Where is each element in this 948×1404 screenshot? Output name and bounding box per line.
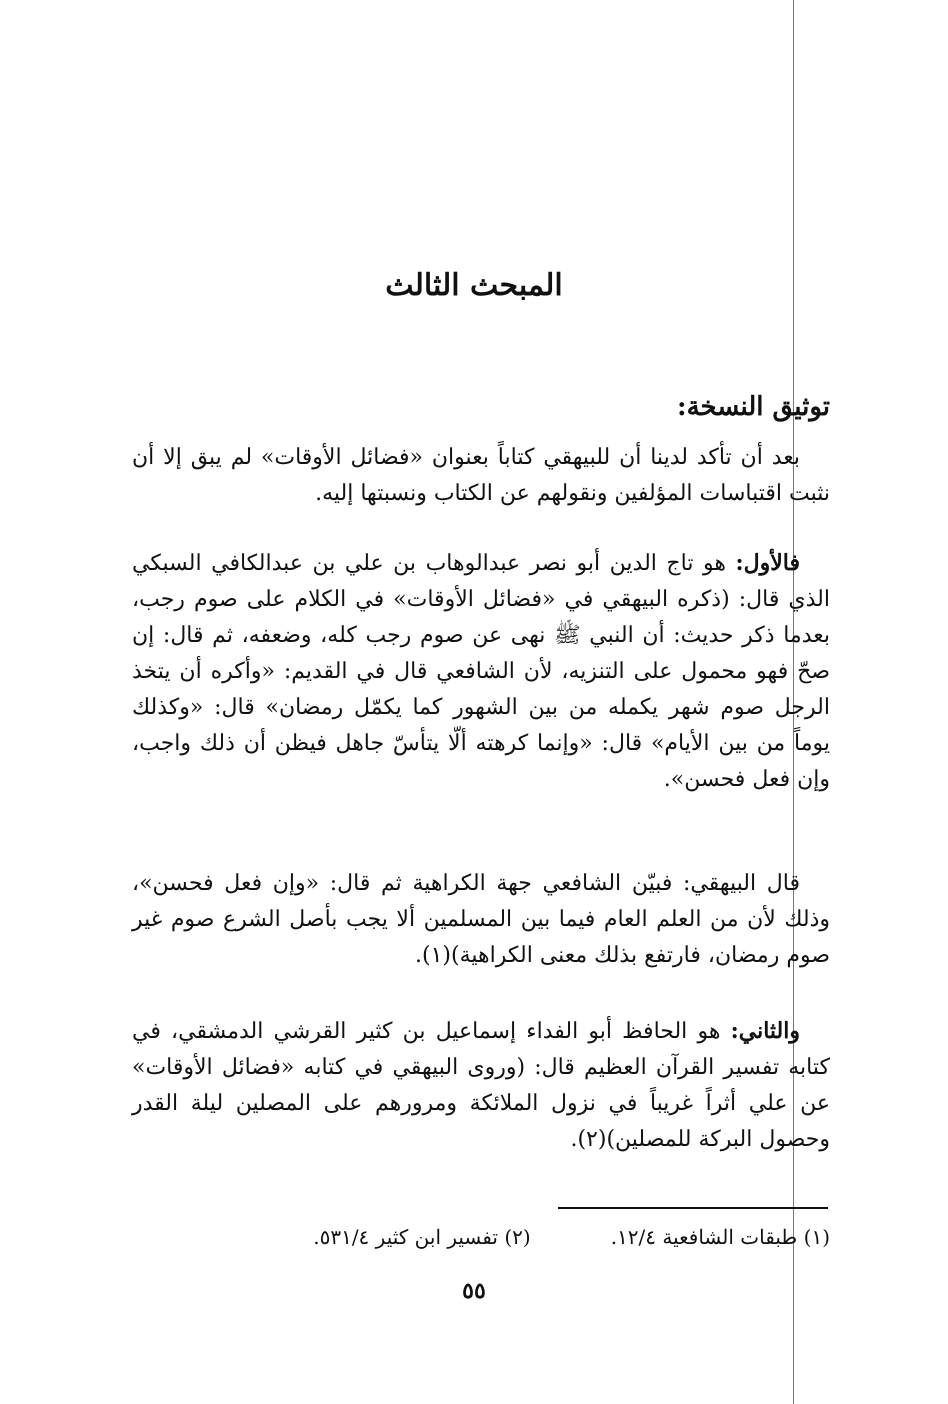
chapter-heading: المبحث الثالث — [385, 268, 563, 303]
second-body: هو الحافظ أبو الفداء إسماعيل بن كثير القرشي الدمشقي، في كتابه تفسير القرآن العظيم قال: (وروى البيهقي في كتابه «فضائل الأوقات» عن علي أثراً غريباً في نزول الملائكة ومرورهم على المصلين ليلة القدر وحصول البركة للمصلين)(٢). — [132, 1019, 830, 1152]
second-paragraph-text — [132, 1013, 830, 1158]
first-body: هو تاج الدين أبو نصر عبدالوهاب بن علي بن عبدالكافي السبكي الذي قال: (ذكره البيهقي في «فضائل الأوقات» في الكلام على صوم رجب، بعدما ذكر حديث: أن النبي ﷺ نهى عن صوم رجب كله، وضعفه، ثم قال: إن صحّ فهو محمول على التنزيه، لأن الشافعي قال في القديم: «وأكره أن يتخذ الرجل صوم شهر يكمله من بين الشهور كما يكمّل رمضان» قال: «وكذلك يوماً من بين الأيام» قال: «وإنما كرهته ألّا يتأسّ جاهل فيظن أن ذلك واجب، وإن فعل فحسن». — [132, 551, 830, 792]
second-lead: والثاني: — [730, 1018, 800, 1044]
paragraph-third — [132, 866, 830, 974]
footnotes — [132, 1225, 830, 1249]
footnote-2: (٢) تفسير ابن كثير ٥٣١/٤. — [313, 1225, 531, 1249]
paragraph-second — [132, 1013, 830, 1158]
page-number: ٥٥ — [462, 1278, 486, 1304]
intro-text: بعد أن تأكد لدينا أن للبيهقي كتاباً بعنوان «فضائل الأوقات» لم يبق إلا أن نثبت اقتباسات المؤلفين ونقولهم عن الكتاب ونسبتها إليه. — [132, 445, 830, 506]
section-title: توثيق النسخة: — [677, 392, 830, 422]
paragraph-first — [132, 545, 830, 798]
footnote-1: (١) طبقات الشافعية ١٢/٤. — [610, 1225, 830, 1249]
first-lead: فالأول: — [735, 550, 800, 576]
footnote-divider — [558, 1207, 828, 1209]
third-text: قال البيهقي: فبيّن الشافعي جهة الكراهية ثم قال: «وإن فعل فحسن»، وذلك لأن من العلم العام فيما بين المسلمين ألا يجب بأصل الشرع صوم غير صوم رمضان، فارتفع بذلك معنى الكراهية)(١). — [132, 871, 830, 968]
paragraph-intro — [132, 440, 830, 512]
first-paragraph-text — [132, 545, 830, 798]
